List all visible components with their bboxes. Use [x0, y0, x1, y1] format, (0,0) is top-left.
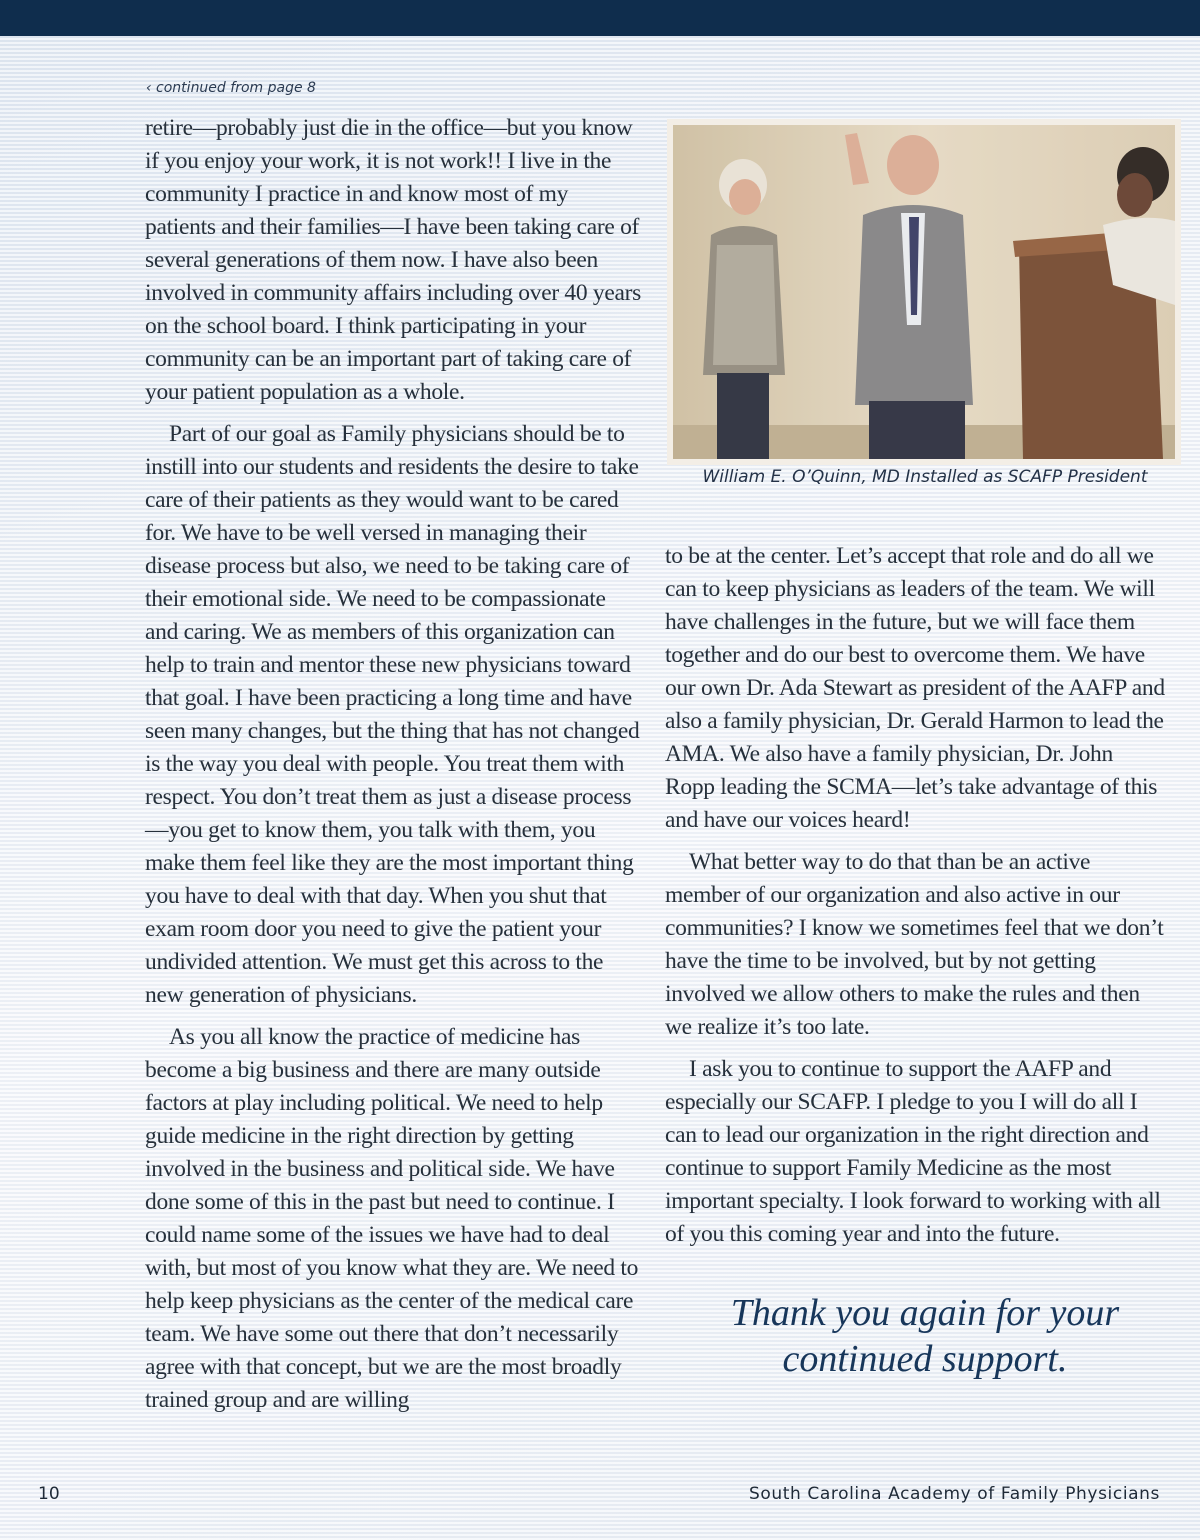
paragraph: I ask you to continue to support the AAFP and especially our SCAFP. I pledge to you I will do all I can to lead our organization in the right direction and continue to support Family Medicine as the most important specialty. I look forward to working with all of you this coming year and into the future.: [665, 1056, 1161, 1247]
paragraph: What better way to do that than be an active member of our organization and also active in our communities? I know we sometimes feel that we don’t have the time to be involved, but by not getting involved we allow others to make the rules and then we realize it’s too late.: [665, 849, 1164, 1040]
closing-line: Thank you again for your: [730, 1292, 1120, 1334]
closing-line: continued support.: [782, 1338, 1068, 1380]
photo-caption: William E. O’Quinn, MD Installed as SCAFP President: [702, 467, 1148, 487]
article-left-column: [145, 112, 643, 1426]
paragraph: retire—probably just die in the office—but you know if you enjoy your work, it is not work!! I live in the community I practice in and know most of my patients and their families—I have been taking care of several generations of them now. I have also been involved in community affairs including over 40 years on the school board. I think participating in your community can be an important part of taking care of your patient population as a whole.: [145, 115, 641, 405]
installation-photo: [667, 119, 1181, 465]
closing-message: [700, 1290, 1150, 1382]
article-right-column: [665, 540, 1165, 1260]
paragraph: to be at the center. Let’s accept that role and do all we can to keep physicians as leaders of the team. We will have challenges in the future, but we will face them together and do our best to overcome them. We have our own Dr. Ada Stewart as president of the AAFP and also a family physician, Dr. Gerald Harmon to lead the AMA. We also have a family physician, Dr. John Ropp leading the SCMA—let’s take advantage of this and have our voices heard!: [665, 543, 1165, 833]
paragraph: As you all know the practice of medicine has become a big business and there are many outside factors at play including political. We need to help guide medicine in the right direction by getting involved in the business and political side. We have done some of this in the past but need to continue. I could name some of the issues we have had to deal with, but most of you know what they are. We need to help keep physicians as the center of the medical care team. We have some out there that don’t necessarily agree with that concept, but we are the most broadly trained group and are willing: [145, 1024, 639, 1413]
header-bar: [0, 0, 1200, 36]
continued-note: ‹ continued from page 8: [146, 80, 316, 96]
paragraph: Part of our goal as Family physicians should be to instill into our students and residents the desire to take care of their patients as they would want to be cared for. We have to be well versed in managing their disease process but also, we need to be taking care of their emotional side. We need to be compassionate and caring. We as members of this organization can help to train and mentor these new physicians toward that goal. I have been practicing a long time and have seen many changes, but the thing that has not changed is the way you deal with people. You treat them with respect. You don’t treat them as just a disease process—you get to know them, you talk with them, you make them feel like they are the most important thing you have to deal with that day. When you shut that exam room door you need to give the patient your undivided attention. We must get this across to the new generation of physicians.: [145, 421, 640, 1008]
page-number: 10: [38, 1484, 60, 1504]
photo-illustration: [673, 125, 1175, 459]
footer-organization: South Carolina Academy of Family Physicians: [748, 1484, 1160, 1504]
